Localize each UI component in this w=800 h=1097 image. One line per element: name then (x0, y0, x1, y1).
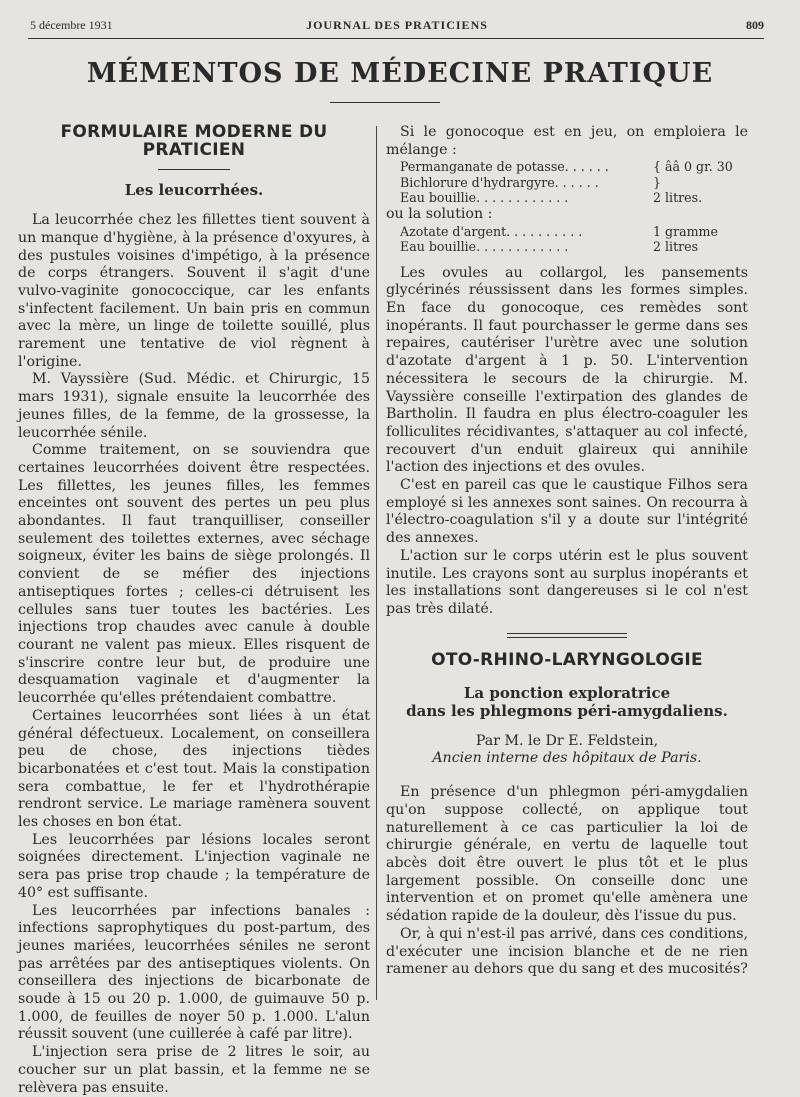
formula-label: ou la solution : (386, 205, 493, 222)
ingredient-name: Eau bouillie. . . . . . . . . . . . (400, 190, 569, 206)
header-journal: JOURNAL DES PRATICIENS (306, 18, 488, 32)
section-rule (158, 169, 230, 170)
title-rule (330, 102, 440, 103)
page-title: MÉMENTOS DE MÉDECINE PRATIQUE (86, 58, 714, 89)
formula-row (400, 175, 748, 191)
ingredient-qty: } (653, 174, 662, 190)
paragraph: L'action sur le corps utérin est le plus souvent inutile. Les crayons sont au surplus inopérants et les installations sont dangereuses si le col n'est pas très dilaté. (386, 547, 748, 617)
header-page-number: 809 (746, 18, 764, 32)
paragraph: Or, à qui n'est-il pas arrivé, dans ces conditions, d'exécuter une incision blanche et de ne rien ramener au dehors que du sang et des mucosités? (386, 925, 748, 978)
ingredient-qty: 2 litres (653, 239, 699, 255)
paragraph: M. Vayssière (Sud. Médic. et Chirurgic, 15 mars 1931), signale ensuite la leucorrhée des jeunes filles, de la femme, de la grossesse, la leucorrhée sénile. (18, 371, 370, 441)
header-rule (28, 38, 764, 39)
paragraph: Les ovules au collargol, les pansements glycérinés réussissent dans les formes simples. En face du gonocoque, ces remèdes sont inopérants. Il faut pourchasser le germe dans ses repaires, cautériser l'urètre avec une solution d'azotate d'argent à 1 p. 50. L'intervention nécessitera le secours de la chirurgie. M. Vayssière conseille l'extirpation des glandes de Bartholin. Il faudra en plus électro-coaguler les folliculites récidivantes, s'attaquer au col infecté, recouvert d'un enduit glaireux qui annihile l'action des injections et des ovules. (386, 264, 748, 476)
paragraph: En présence d'un phlegmon péri-amygdalien qu'on suppose collecté, on applique tout naturellement à ce cas particulier la loi de chirurgie générale, en vertu de laquelle tout abcès doit être ouvert le plus tôt et le plus largement possible. On conseille donc une intervention et on promet qu'elle amènera une sédation rapide de la douleur, dès l'issue du pus. (386, 784, 748, 925)
ingredient-qty: 2 litres. (653, 190, 703, 206)
formula-gonocoque (386, 159, 748, 206)
paragraph: L'injection sera prise de 2 litres le soir, au coucher sur un plat bassin, et la femme ne se relèvera pas ensuite. (18, 1044, 370, 1096)
paragraph: Les leucorrhées par lésions locales seront soignées directement. L'injection vaginale ne sera pas prise trop chaude ; la température de 40° est suffisante. (18, 831, 370, 901)
formula-row (400, 224, 748, 240)
ingredient-qty: 1 gramme (653, 223, 718, 239)
article-title-leucorrhees: Les leucorrhées. (124, 181, 264, 200)
ingredient-name: Azotate d'argent. . . . . . . . . . (400, 223, 583, 239)
article-title-line-2: dans les phlegmons péri-amygdaliens. (406, 702, 728, 721)
author-role: Ancien interne des hôpitaux de Paris. (432, 750, 702, 767)
formula-argent (386, 224, 748, 255)
article-title-line-1: La ponction exploratrice (463, 684, 671, 703)
paragraph: Comme traitement, on se souviendra que certaines leucorrhées doivent être respectées. Les fillettes, les jeunes filles, les femmes enceintes ont souvent des pertes un peu plus abondantes. Il faut tranquilliser, conseiller seulement des toilettes externes, avec séchage soigneux, éviter les bains de siège prolongés. Il convient de se méfier des injections antiseptiques fortes ; celles-ci détruisent les cellules sans tuer toutes les bactéries. Les injections trop chaudes avec canule à double courant ne valent pas mieux. Elles risquent de s'inscrire contre leur but, de produire une desquamation vaginale et d'augmenter la leucorrhée qu'elles prétendaient combattre. (18, 442, 370, 707)
ingredient-qty: { ââ 0 gr. 30 (653, 159, 733, 175)
section-separator (507, 633, 627, 638)
ingredient-name: Eau bouillie. . . . . . . . . . . . (400, 239, 569, 255)
ingredient-name: Permanganate de potasse. . . . . . (400, 159, 609, 175)
ingredient-name: Bichlorure d'hydrargyre. . . . . . (400, 174, 599, 190)
section-title-formulaire: FORMULAIRE MODERNE DU PRATICIEN (60, 122, 328, 160)
section-title-orl: OTO-RHINO-LARYNGOLOGIE (431, 649, 703, 670)
formula-row (400, 190, 748, 206)
left-column (18, 124, 370, 1097)
author-name: Par M. le Dr E. Feldstein, (475, 732, 659, 749)
formula-row (400, 239, 748, 255)
paragraph: Si le gonocoque est en jeu, on emploiera le mélange : (386, 124, 748, 158)
paragraph: C'est en pareil cas que le caustique Filhos sera employé si les annexes sont saines. On recourra à l'électro-coagulation s'il y a doute sur l'intégrité des annexes. (386, 477, 748, 547)
running-header (30, 18, 764, 36)
paragraph: La leucorrhée chez les fillettes tient souvent à un manque d'hygiène, à la présence d'oxyures, à des pustules voisines d'impétigo, à la présence de corps étrangers. Souvent il s'agit d'une vulvo-vaginite gonococcique, car les enfants s'infectent facilement. Un bain pris en commun avec la mère, un linge de toilette souillé, plus rarement une tentative de viol règnent à l'origine. (18, 212, 370, 370)
column-divider (376, 126, 377, 1000)
paragraph: Les leucorrhées par infections banales : infections saprophytiques du post-partum, des jeunes mariées, leucorrhées séniles ne seront pas arrêtées par des antiseptiques violents. On conseillera des injections de bicarbonate de soude à 15 ou 20 p. 1.000, de guimauve 50 p. 1.000, de feuilles de noyer 50 p. 1.000. L'alun réussit souvent (une cuillerée à café par litre). (18, 902, 370, 1043)
header-date: 5 décembre 1931 (30, 18, 113, 32)
paragraph: Certaines leucorrhées sont liées à un état général défectueux. Localement, on conseillera peu de chose, des injections tièdes bicarbonatées et c'est tout. Mais la constipation sera combattue, le fer et l'hydrothérapie rendront service. Le mariage ramènera souvent les choses en bon état. (18, 707, 370, 831)
formula-row (400, 159, 748, 175)
right-column (386, 124, 748, 979)
